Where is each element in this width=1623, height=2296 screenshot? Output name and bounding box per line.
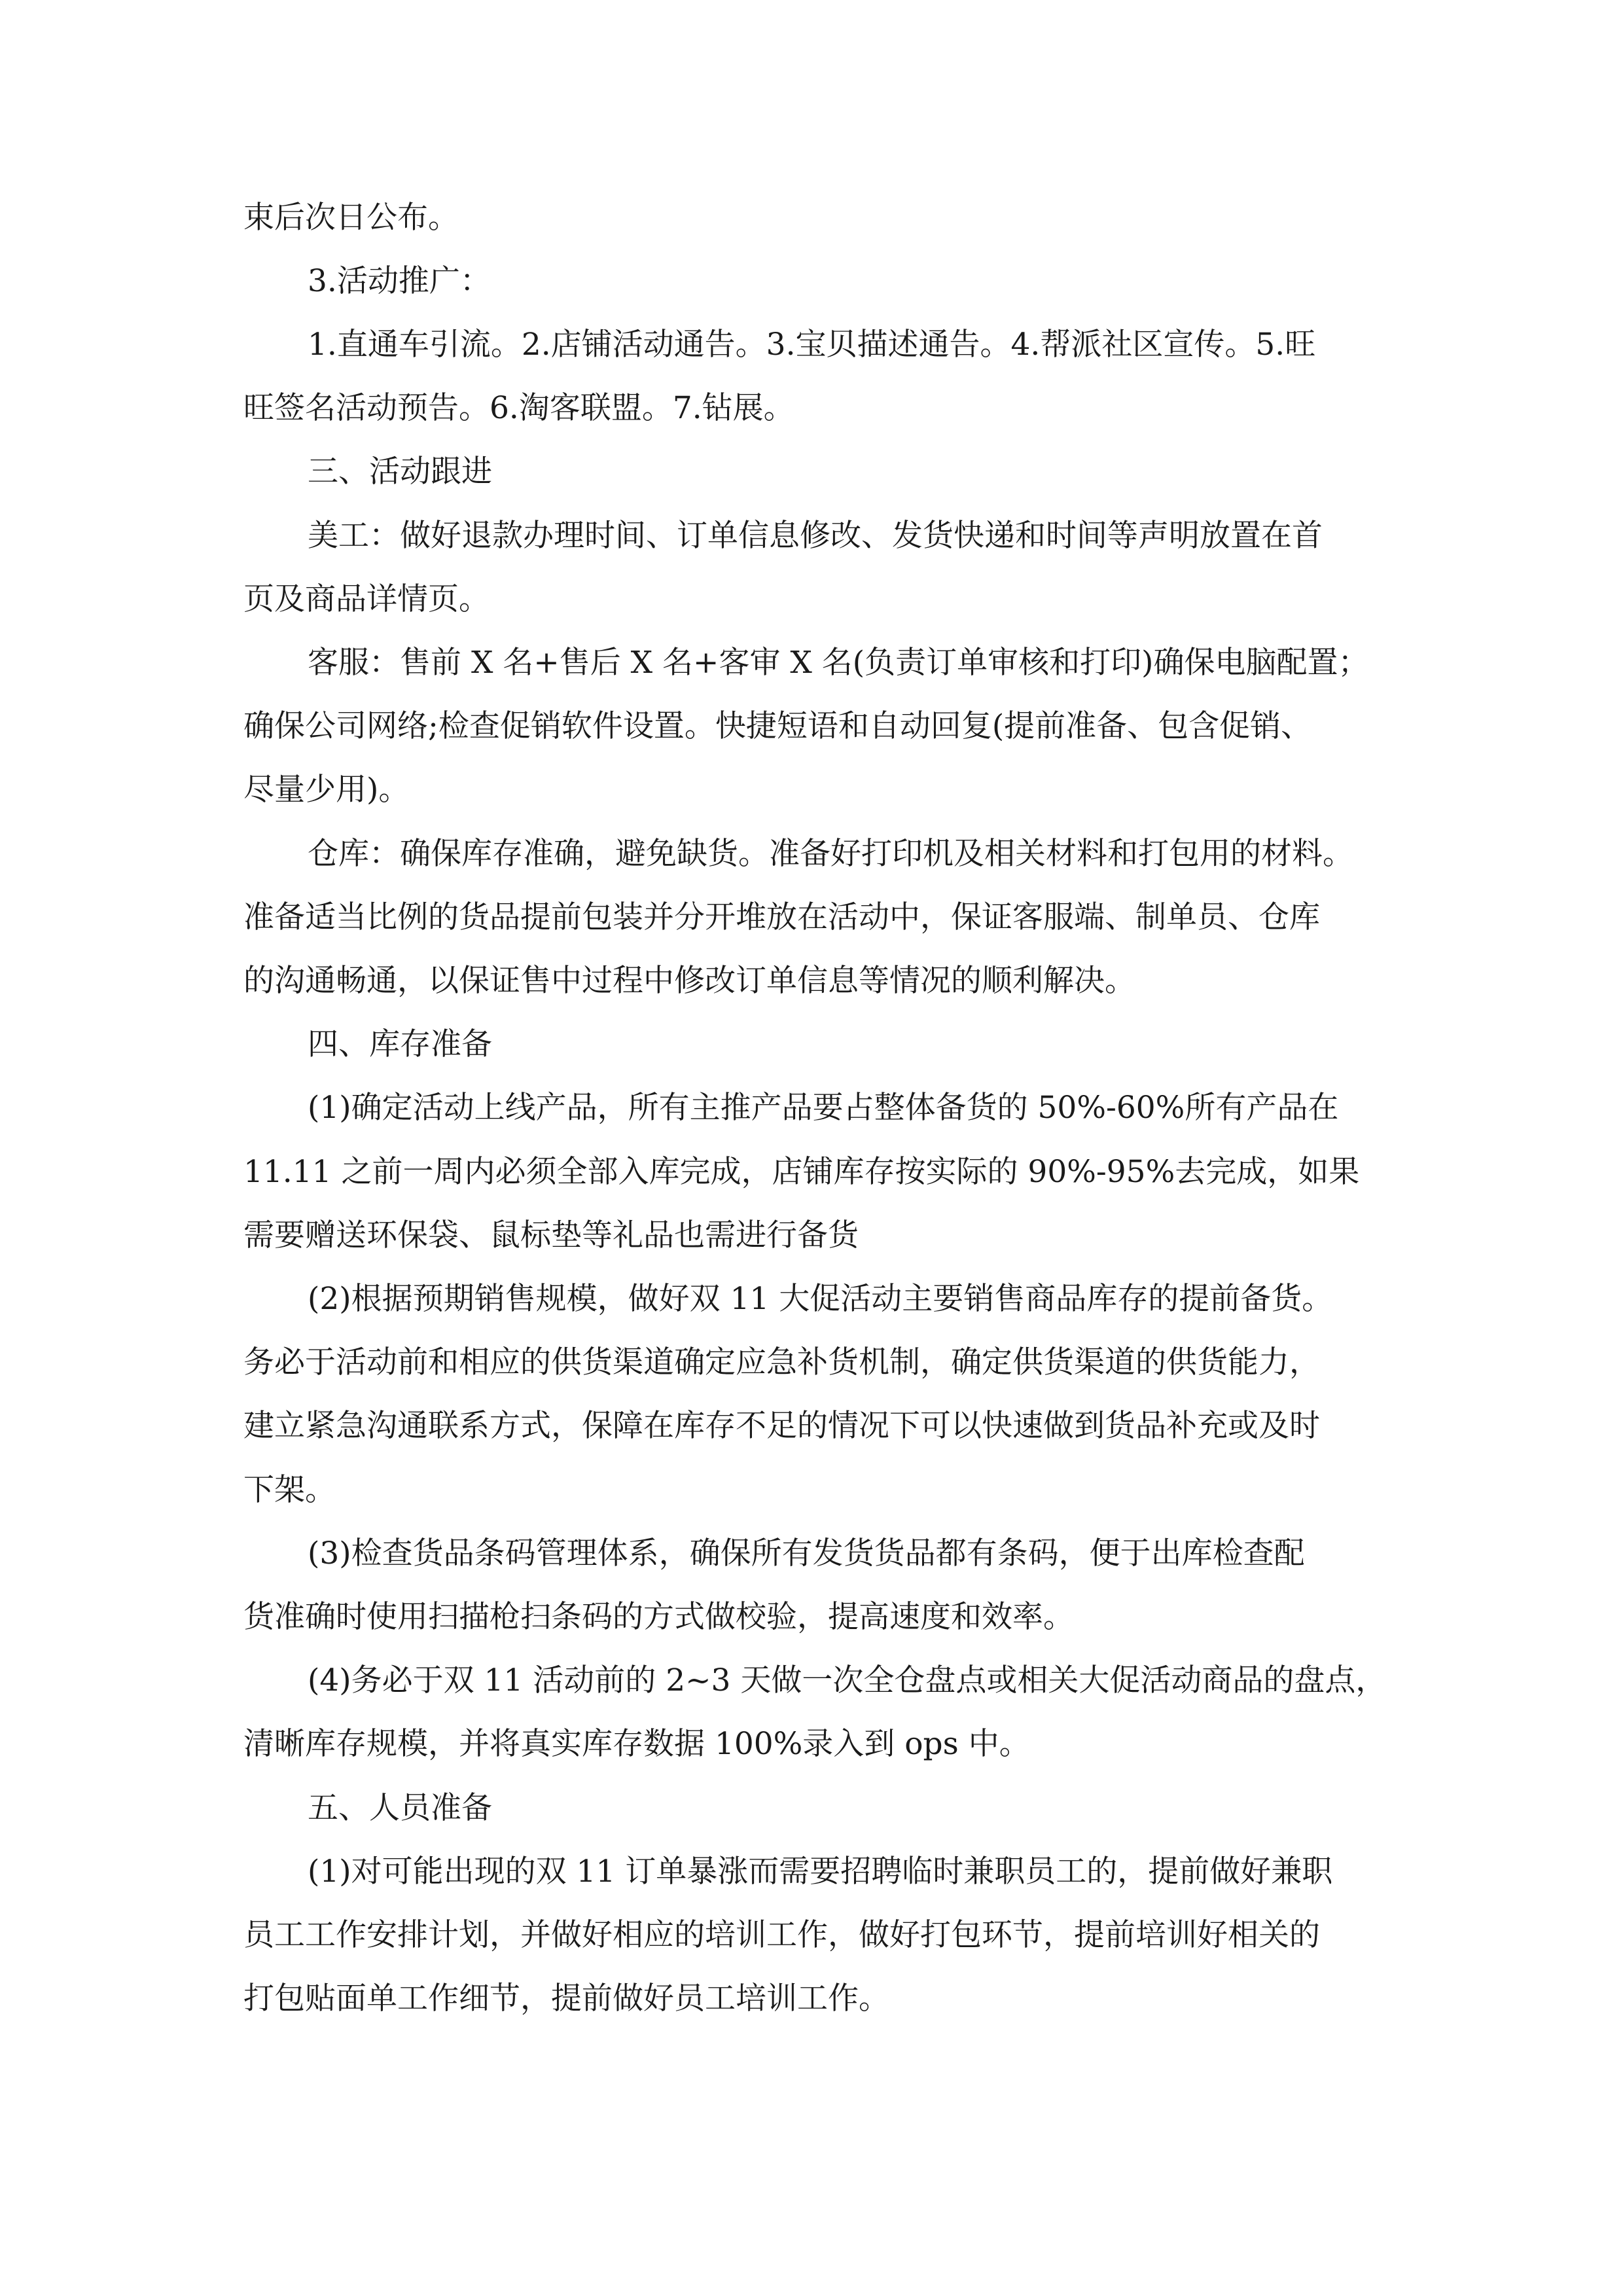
text-line: 客服：售前 X 名+售后 X 名+客审 X 名(负责订单审核和打印)确保电脑配置； — [308, 645, 1369, 681]
text-line: (2)根据预期销售规模，做好双 11 大促活动主要销售商品库存的提前备货。 — [308, 1281, 1333, 1317]
text-line: 11.11 之前一周内必须全部入库完成，店铺库存按实际的 90%-95%去完成，如果 — [243, 1154, 1360, 1190]
text-line: 准备适当比例的货品提前包装并分开堆放在活动中，保证客服端、制单员、仓库 — [243, 899, 1320, 935]
text-line: (1)确定活动上线产品，所有主推产品要占整体备货的 50%-60%所有产品在 — [308, 1090, 1339, 1126]
text-line: 货准确时使用扫描枪扫条码的方式做校验，提高速度和效率。 — [243, 1599, 1074, 1635]
text-line: 务必于活动前和相应的供货渠道确定应急补货机制，确定供货渠道的供货能力， — [243, 1344, 1320, 1380]
text-line: 的沟通畅通，以保证售中过程中修改订单信息等情况的顺利解决。 — [243, 963, 1135, 999]
text-line: 需要赠送环保袋、鼠标垫等礼品也需进行备货 — [243, 1217, 859, 1253]
text-line: 确保公司网络;检查促销软件设置。快捷短语和自动回复(提前准备、包含促销、 — [243, 708, 1312, 744]
section-heading: 四、库存准备 — [308, 1026, 492, 1062]
text-line: 下架。 — [243, 1472, 336, 1508]
section-heading: 五、人员准备 — [308, 1790, 492, 1826]
text-line: (1)对可能出现的双 11 订单暴涨而需要招聘临时兼职员工的，提前做好兼职 — [308, 1854, 1333, 1890]
text-line: 美工：做好退款办理时间、订单信息修改、发货快递和时间等声明放置在首 — [308, 518, 1323, 554]
text-line: 1.直通车引流。2.店铺活动通告。3.宝贝描述通告。4.帮派社区宣传。5.旺 — [308, 327, 1316, 363]
text-line: (4)务必于双 11 活动前的 2~3 天做一次全仓盘点或相关大促活动商品的盘点， — [308, 1662, 1387, 1698]
text-line: 旺签名活动预告。6.淘客联盟。7.钻展。 — [243, 390, 794, 426]
text-line: 页及商品详情页。 — [243, 581, 490, 617]
text-line: (3)检查货品条码管理体系，确保所有发货货品都有条码，便于出库检查配 — [308, 1535, 1305, 1571]
text-line: 仓库：确保库存准确，避免缺货。准备好打印机及相关材料和打包用的材料。 — [308, 836, 1353, 872]
text-line: 建立紧急沟通联系方式，保障在库存不足的情况下可以快速做到货品补充或及时 — [243, 1408, 1320, 1444]
text-line: 尽量少用)。 — [243, 772, 410, 808]
text-line: 清晰库存规模，并将真实库存数据 100%录入到 ops 中。 — [243, 1726, 1030, 1762]
section-heading: 三、活动跟进 — [308, 454, 492, 490]
text-line: 束后次日公布。 — [243, 200, 459, 236]
text-line: 3.活动推广： — [308, 263, 491, 299]
text-line: 打包贴面单工作细节，提前做好员工培训工作。 — [243, 1981, 889, 2017]
text-line: 员工工作安排计划，并做好相应的培训工作，做好打包环节，提前培训好相关的 — [243, 1917, 1320, 1953]
